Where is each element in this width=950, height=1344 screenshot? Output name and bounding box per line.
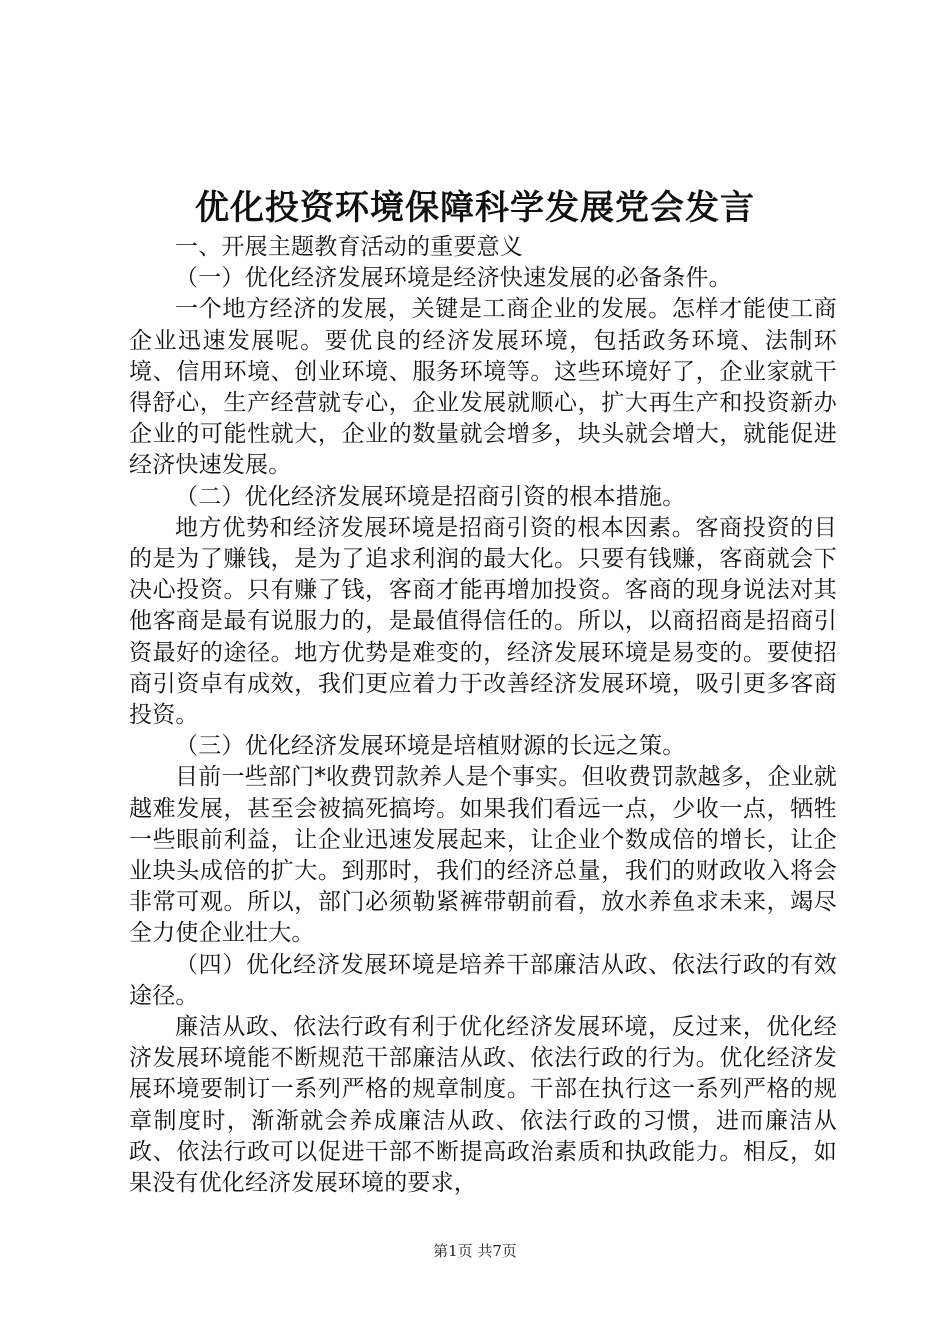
body-paragraph: 地方优势和经济发展环境是招商引资的根本因素。客商投资的目的是为了赚钱，是为了追求利润的最大化。只要有钱赚，客商就会下决心投资。只有赚了钱，客商才能再增加投资。客商的现身说法对其他客商是最有说服力的，是最值得信任的。所以，以商招商是招商引资最好的途径。地方优势是难变的，经济发展环境是易变的。要使招商引资卓有成效，我们更应着力于改善经济发展环境，吸引更多客商投资。	[129, 514, 837, 729]
subsection-heading: （一）优化经济发展环境是经济快速发展的必备条件。	[175, 265, 732, 292]
document-title: 优化投资环境保障科学发展党会发言	[195, 188, 755, 228]
subsection-heading: （三）优化经济发展环境是培植财源的长远之策。	[175, 733, 686, 760]
body-paragraph: 目前一些部门*收费罚款养人是个事实。但收费罚款越多，企业就越难发展，甚至会被搞死搞垮。如果我们看远一点，少收一点，牺牲一些眼前利益，让企业迅速发展起来，让企业个数成倍的增长，让企业块头成倍的扩大。到那时，我们的经济总量，我们的财政收入将会非常可观。所以，部门必须勒紧裤带朝前看，放水养鱼求未来，竭尽全力使企业壮大。	[129, 764, 837, 947]
body-paragraph: 廉洁从政、依法行政有利于优化经济发展环境，反过来，优化经济发展环境能不断规范干部廉洁从政、依法行政的行为。优化经济发展环境要制订一系列严格的规章制度。干部在执行这一系列严格的规章制度时，渐渐就会养成廉洁从政、依法行政的习惯，进而廉洁从政、依法行政可以促进干部不断提高政治素质和执政能力。相反，如果没有优化经济发展环境的要求，	[129, 1014, 837, 1197]
subsection-heading: （二）优化经济发展环境是招商引资的根本措施。	[175, 483, 686, 510]
subsection-heading: （四）优化经济发展环境是培养干部廉洁从政、依法行政的有效途径。	[129, 951, 837, 1009]
page-footer	[0, 1240, 950, 1262]
document-body	[129, 232, 837, 1199]
section-heading: 一、开展主题教育活动的重要意义	[175, 234, 523, 260]
body-paragraph: 一个地方经济的发展，关键是工商企业的发展。怎样才能使工商企业迅速发展呢。要优良的经济发展环境，包括政务环境、法制环境、信用环境、创业环境、服务环境等。这些环境好了，企业家就干得舒心，生产经营就专心，企业发展就顺心，扩大再生产和投资新办企业的可能性就大，企业的数量就会增多，块头就会增大，就能促进经济快速发展。	[129, 296, 837, 479]
page-number-label: 第1页 共7页	[433, 1242, 517, 1260]
